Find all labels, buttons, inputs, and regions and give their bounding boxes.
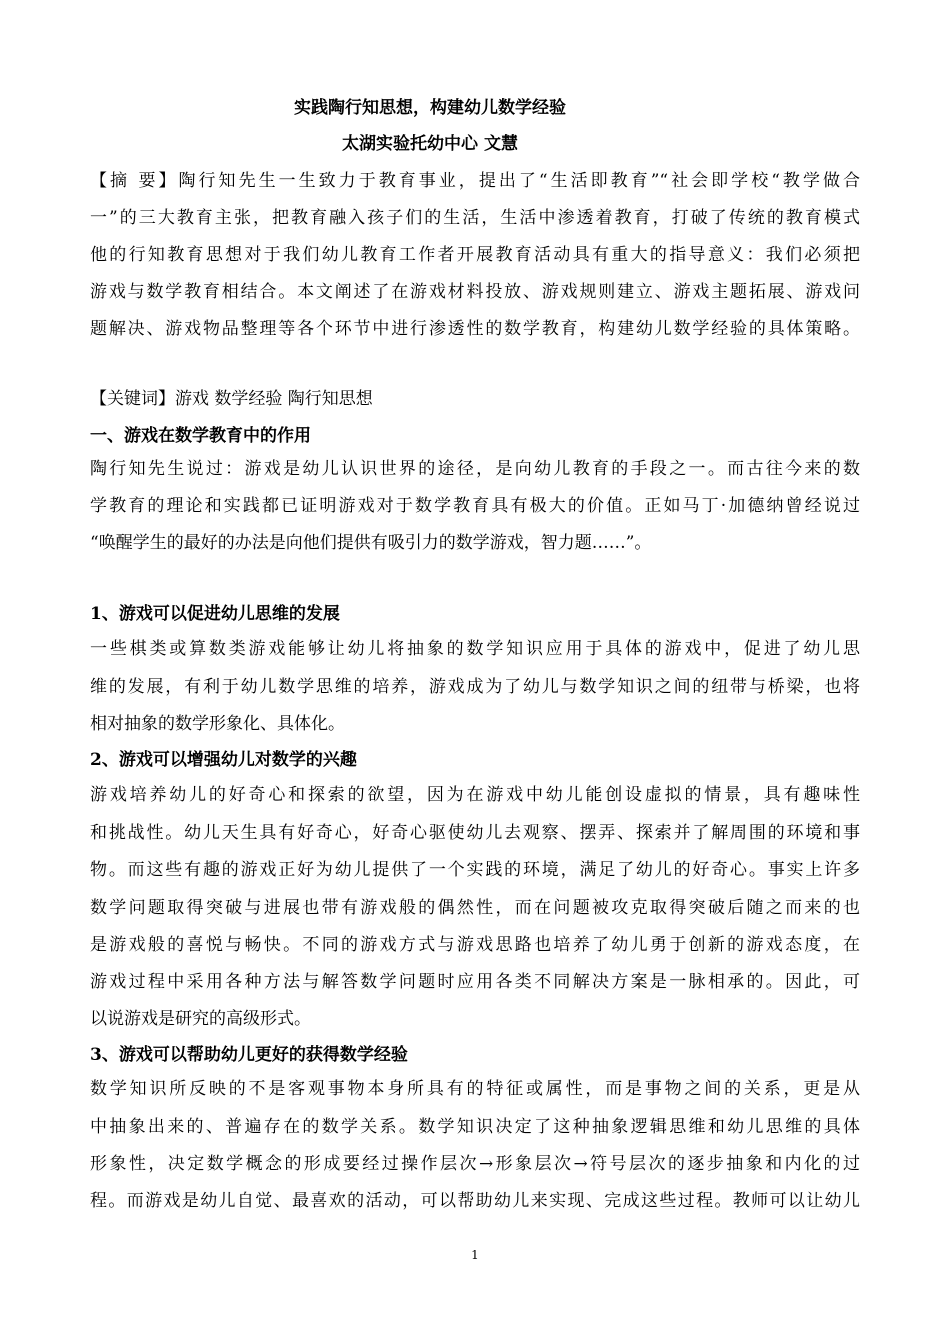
abstract-line: 题解决、游戏物品整理等各个环节中进行渗透性的数学教育，构建幼儿数学经验的具体策略。 [90, 319, 860, 339]
abstract-line: 他的行知教育思想对于我们幼儿教育工作者开展教育活动具有重大的指导意义：我们必须把 [90, 245, 860, 265]
author-line: 太湖实验托幼中心 文慧 [342, 134, 518, 154]
abstract-line: 一”的三大教育主张，把教育融入孩子们的生活，生活中渗透着教育，打破了传统的教育模式 [90, 208, 860, 228]
paragraph-line: 中抽象出来的、普遍存在的数学关系。数学知识决定了这种抽象逻辑思维和幼儿思维的具体 [90, 1117, 860, 1137]
section-heading: 一、游戏在数学教育中的作用 [90, 426, 311, 446]
paragraph-line: 游戏过程中采用各种方法与解答数学问题时应用各类不同解决方案是一脉相承的。因此，可 [90, 972, 860, 992]
paragraph-line: 陶行知先生说过：游戏是幼儿认识世界的途径，是向幼儿教育的手段之一。而古往今来的数 [90, 459, 860, 479]
subsection-heading: 1、游戏可以促进幼儿思维的发展 [90, 604, 340, 624]
paragraph-line: 一些棋类或算数类游戏能够让幼儿将抽象的数学知识应用于具体的游戏中，促进了幼儿思 [90, 639, 860, 659]
paragraph-line: 以说游戏是研究的高级形式。 [90, 1009, 311, 1029]
page-number: 1 [471, 1248, 479, 1262]
paragraph-line: 游戏培养幼儿的好奇心和探索的欲望，因为在游戏中幼儿能创设虚拟的情景，具有趣味性 [90, 785, 860, 805]
paragraph-line: 和挑战性。幼儿天生具有好奇心，好奇心驱使幼儿去观察、摆弄、探索并了解周围的环境和事 [90, 823, 860, 843]
paragraph-line: “唤醒学生的最好的办法是向他们提供有吸引力的数学游戏，智力题……”。 [90, 533, 652, 553]
paragraph-line: 是游戏般的喜悦与畅快。不同的游戏方式与游戏思路也培养了幼儿勇于创新的游戏态度，在 [90, 935, 860, 955]
document-title: 实践陶行知思想，构建幼儿数学经验 [294, 98, 566, 118]
subsection-heading: 3、游戏可以帮助幼儿更好的获得数学经验 [90, 1045, 408, 1065]
paragraph-line: 物。而这些有趣的游戏正好为幼儿提供了一个实践的环境，满足了幼儿的好奇心。事实上许多 [90, 860, 860, 880]
paragraph-line: 维的发展，有利于幼儿数学思维的培养，游戏成为了幼儿与数学知识之间的纽带与桥梁，也将 [90, 677, 860, 697]
paragraph-line: 学教育的理论和实践都已证明游戏对于数学教育具有极大的价值。正如马丁·加德纳曾经说过 [90, 496, 860, 516]
paragraph-line: 数学知识所反映的不是客观事物本身所具有的特征或属性，而是事物之间的关系，更是从 [90, 1079, 860, 1099]
paragraph-line: 相对抽象的数学形象化、具体化。 [90, 714, 345, 734]
abstract-line: 游戏与数学教育相结合。本文阐述了在游戏材料投放、游戏规则建立、游戏主题拓展、游戏问 [90, 282, 860, 302]
paragraph-line: 形象性，决定数学概念的形成要经过操作层次→形象层次→符号层次的逐步抽象和内化的过 [90, 1154, 860, 1174]
paragraph-line: 程。而游戏是幼儿自觉、最喜欢的活动，可以帮助幼儿来实现、完成这些过程。教师可以让幼儿 [90, 1191, 860, 1211]
abstract-line: 【摘 要】陶行知先生一生致力于教育事业，提出了“生活即教育”“社会即学校“教学做合 [90, 171, 860, 191]
subsection-heading: 2、游戏可以增强幼儿对数学的兴趣 [90, 750, 357, 770]
keywords-line: 【关键词】游戏 数学经验 陶行知思想 [90, 389, 373, 409]
paragraph-line: 数学问题取得突破与进展也带有游戏般的偶然性，而在问题被攻克取得突破后随之而来的也 [90, 898, 860, 918]
